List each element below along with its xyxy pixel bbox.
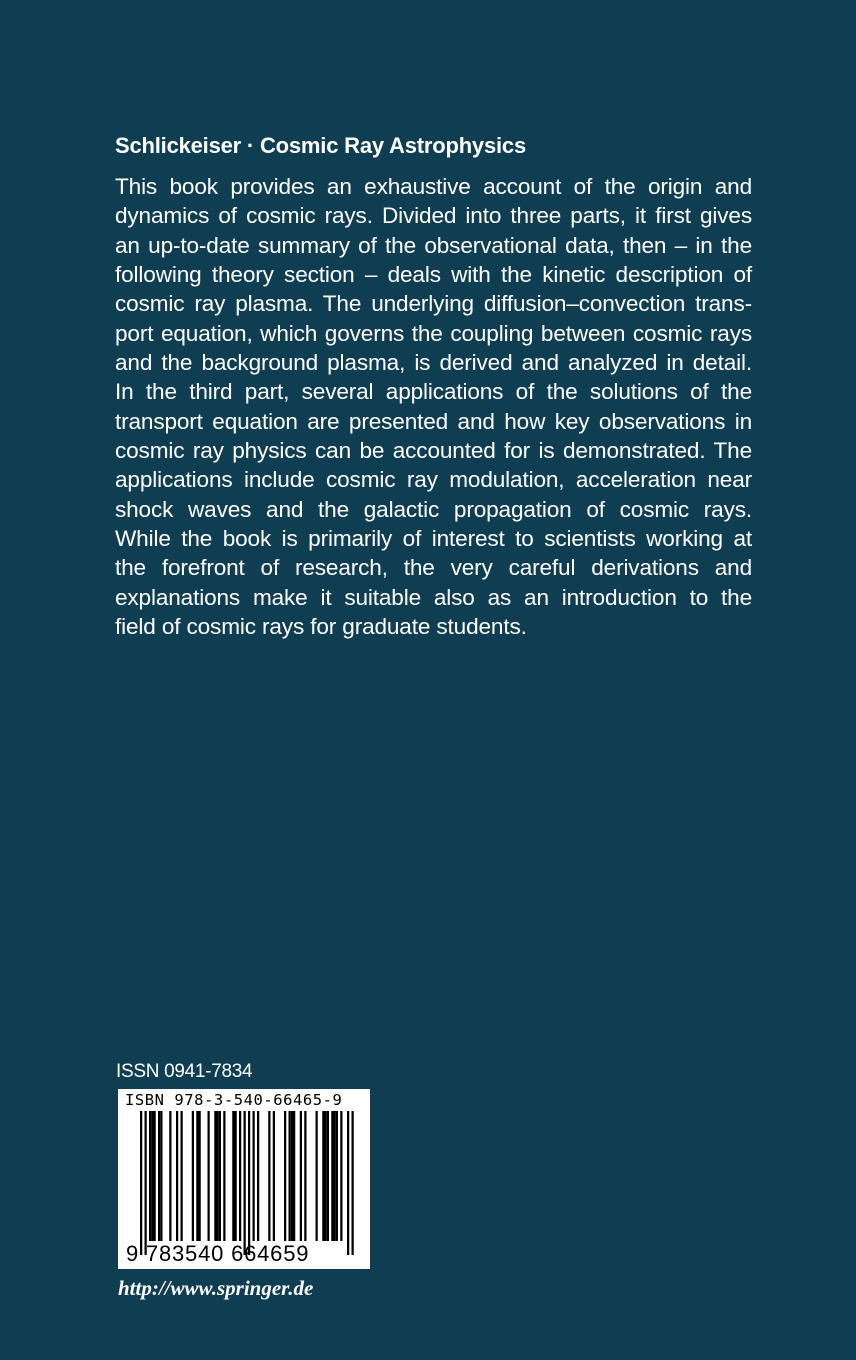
barcode-guard-bar [140, 1111, 142, 1255]
barcode-guard-bar [352, 1111, 354, 1255]
barcode-bar [268, 1111, 270, 1241]
book-blurb [115, 172, 752, 642]
blurb-line: In the third part, several applications of the solutions of the [115, 379, 752, 405]
barcode-bar [239, 1111, 241, 1241]
blurb-line: dynamics of cosmic rays. Divided into three parts, it first gives [115, 203, 752, 229]
barcode-bar [151, 1111, 153, 1241]
isbn-barcode [118, 1089, 370, 1269]
barcode-bar [176, 1111, 178, 1241]
blurb-line: shock waves and the galactic propagation of cosmic rays. [115, 496, 752, 522]
blurb-line: cosmic ray plasma. The underlying diffusion–convection trans- [115, 291, 752, 317]
barcode-bar [284, 1111, 286, 1241]
barcode-guard-bar [244, 1111, 246, 1255]
publisher-url: http://www.springer.de [118, 1276, 314, 1300]
barcode-bar [223, 1111, 225, 1241]
barcode-bar [327, 1111, 329, 1241]
barcode-bar [293, 1111, 295, 1241]
blurb-line: port equation, which governs the coupling between cosmic rays [115, 320, 752, 346]
barcode-bar [196, 1111, 198, 1241]
blurb-line: applications include cosmic ray modulation, acceleration near [115, 467, 752, 493]
blurb-line: field of cosmic rays for graduate students. [115, 614, 527, 640]
barcode-bar [208, 1111, 210, 1241]
barcode-bar [316, 1111, 318, 1241]
blurb-line: the forefront of research, the very careful derivations and [115, 555, 752, 581]
barcode-bar [291, 1111, 293, 1241]
book-title: Schlickeiser · Cosmic Ray Astrophysics [115, 133, 526, 158]
barcode-digits: 9 783540 664659 [126, 1241, 310, 1266]
barcode-bar [217, 1111, 219, 1241]
barcode-bar [331, 1111, 333, 1241]
barcode-bar [340, 1111, 342, 1241]
barcode-bar [169, 1111, 171, 1241]
barcode-bar [199, 1111, 201, 1241]
barcode-bar [334, 1111, 336, 1241]
barcode-bar [257, 1111, 259, 1241]
blurb-line: transport equation are presented and how key observations in [115, 408, 752, 434]
barcode-bar [214, 1111, 216, 1241]
barcode-bar [304, 1111, 306, 1241]
barcode-bar [336, 1111, 338, 1241]
barcode-guard-bar [347, 1111, 349, 1255]
barcode-bar [232, 1111, 234, 1241]
barcode-bar [160, 1111, 162, 1241]
barcode-bar [149, 1111, 151, 1241]
barcode-bar [300, 1111, 302, 1241]
barcode-guard-bar [248, 1111, 250, 1255]
barcode-bar [325, 1111, 327, 1241]
barcode-bar [192, 1111, 194, 1241]
barcode-bar [273, 1111, 275, 1241]
isbn-label: ISBN 978-3-540-66465-9 [125, 1091, 343, 1109]
blurb-line: While the book is primarily of interest to scientists working at [115, 526, 752, 552]
blurb-line: and the background plasma, is derived and analyzed in detail. [115, 350, 752, 376]
barcode-bar [322, 1111, 324, 1241]
blurb-line: following theory section – deals with the kinetic description of [115, 262, 752, 288]
blurb-line: explanations make it suitable also as an introduction to the [115, 584, 752, 610]
barcode-bar [289, 1111, 291, 1241]
barcode-bar [158, 1111, 160, 1241]
barcode-bar [154, 1111, 156, 1241]
blurb-line: an up-to-date summary of the observational data, then – in the [115, 232, 752, 258]
blurb-line: cosmic ray physics can be accounted for is demonstrated. The [115, 438, 752, 464]
barcode-guard-bar [145, 1111, 147, 1255]
blurb-line: This book provides an exhaustive account of the origin and [115, 174, 752, 199]
issn-label: ISSN 0941-7834 [116, 1061, 253, 1082]
barcode-bar [181, 1111, 183, 1241]
barcode-bar [253, 1111, 255, 1241]
barcode-bar [235, 1111, 237, 1241]
barcode-bar [219, 1111, 221, 1241]
